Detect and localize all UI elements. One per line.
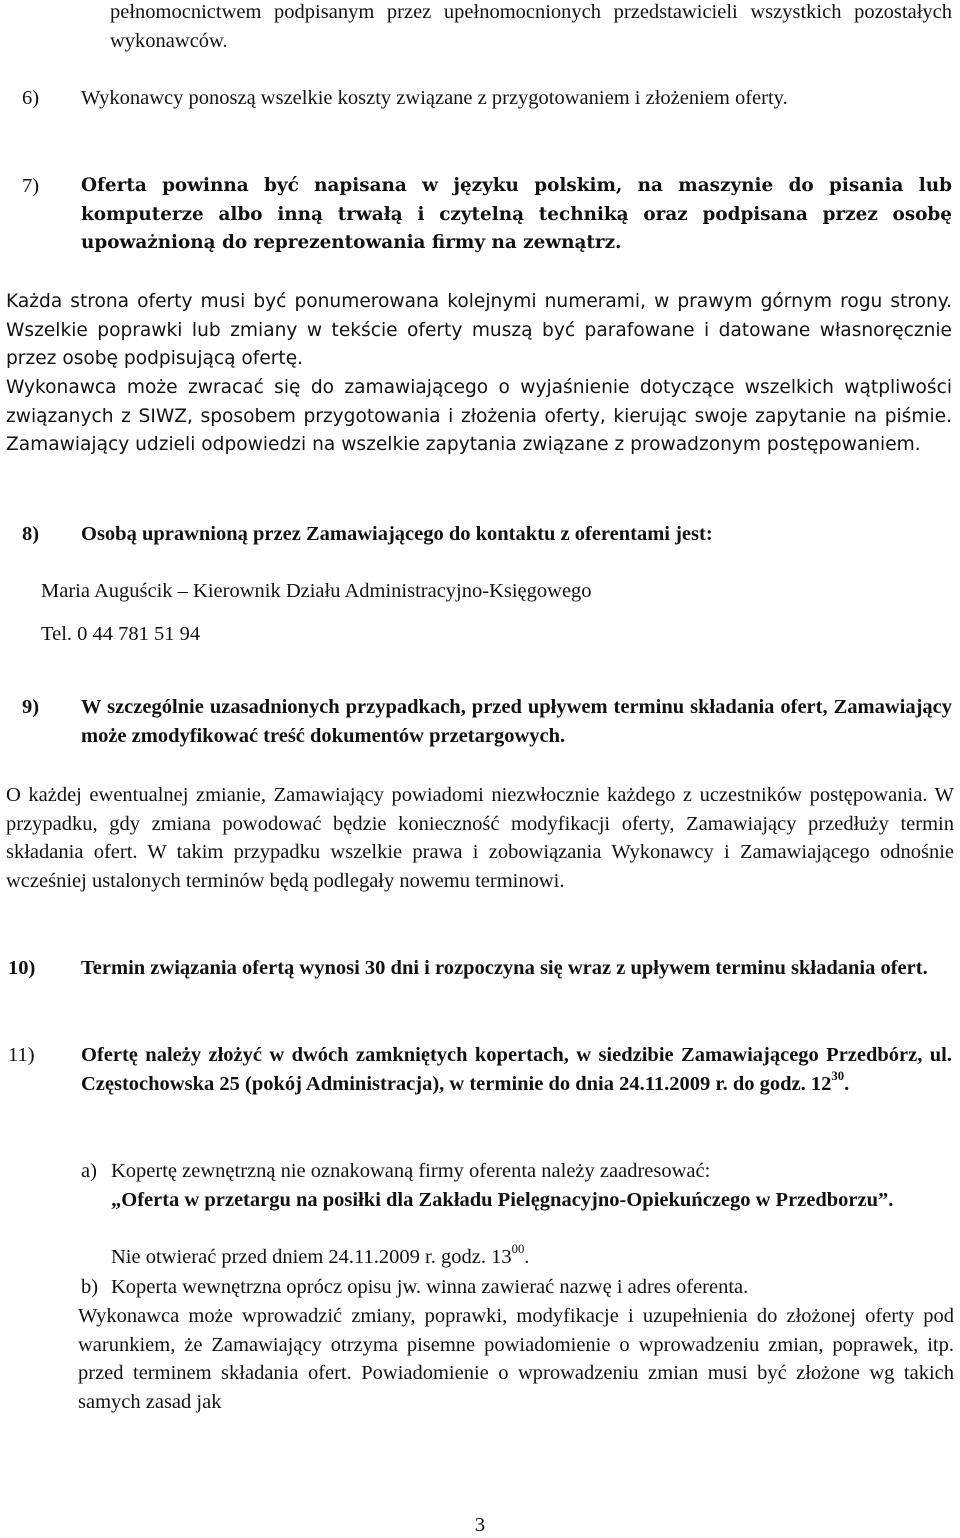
paragraph-page-numbering: Każda strona oferty musi być ponumerowana kolejnymi numerami, w prawym górnym rogu strony. Wszelkie poprawki lub zmiany w tekście oferty muszą być parafowane i datowane własnoręcznie przez osobę podpisującą ofertę. (6, 291, 952, 369)
sub-a-note: Nie otwierać przed dniem 24.11.2009 r. godz. $13^{00}$. (111, 1242, 530, 1268)
paragraph-continuation: pełnomocnictwem podpisanym przez upełnomocnionych przedstawicieli wszystkich pozostałych wykonawców. (110, 1, 952, 52)
item-10-number: 10) (8, 957, 36, 979)
item-6-text: Wykonawcy ponoszą wszelkie koszty związane z przygotowaniem i złożeniem oferty. (81, 87, 788, 109)
sub-a-address: „Oferta w przetargu na posiłki dla Zakładu Pielęgnacyjno-Opiekuńczego w Przedborzu”. (111, 1189, 894, 1211)
sub-b-label: b) (81, 1276, 99, 1298)
page-number: 3 (474, 1514, 486, 1536)
sub-b-text: Koperta wewnętrzna oprócz opisu jw. winna zawierać nazwę i adres oferenta. (111, 1276, 749, 1298)
item-7-number: 7) (22, 175, 40, 197)
sub-a-text: Kopertę zewnętrzną nie oznakowaną firmy oferenta należy zaadresować: (111, 1160, 711, 1182)
note-time-superscript: 00 (511, 1242, 525, 1257)
contact-phone: Tel. 0 44 781 51 94 (41, 623, 201, 645)
item-8-number: 8) (22, 523, 40, 545)
paragraph-changes: O każdej ewentualnej zmianie, Zamawiający powiadomi niezwłocznie każdego z uczestników postępowania. W przypadku, gdy zmiana powodować będzie konieczność modyfikacji oferty, Zamawiający przedłuży termin składania ofert. W takim przypadku wszelkie prawa i zobowiązania Wykonawcy i Zamawiającego odnośnie wcześniej ustalonych terminów będą podlegały nowemu terminowi. (6, 784, 954, 892)
item-9-number: 9) (22, 696, 40, 718)
item-11-number: 11) (8, 1044, 35, 1066)
item-6-number: 6) (22, 87, 40, 109)
item-9-text: W szczególnie uzasadnionych przypadkach, przed upływem terminu składania ofert, Zamawiający może zmodyfikować treść dokumentów przetargowych. (81, 696, 952, 747)
time-superscript: 30 (831, 1068, 845, 1083)
item-7-text: Oferta powinna być napisana w języku polskim, na maszynie do pisania lub komputerze albo inną trwałą i czytelną techniką oraz podpisana przez osobę upoważnioną do reprezentowania firmy na zewnątrz. (81, 175, 952, 253)
paragraph-modifications: Wykonawca może wprowadzić zmiany, poprawki, modyfikacje i uzupełnienia do złożonej oferty pod warunkiem, że Zamawiający otrzyma pisemne powiadomienie o wprowadzeniu zmian, poprawek, itp. przed terminem składania ofert. Powiadomienie o wprowadzeniu zmian musi być złożone wg takich samych zasad jak (78, 1305, 954, 1413)
item-8-text: Osobą uprawnioną przez Zamawiającego do kontaktu z oferentami jest: (81, 523, 713, 545)
contact-person: Maria Auguścik – Kierownik Działu Administracyjno-Księgowego (41, 580, 592, 602)
sub-a-label: a) (81, 1160, 97, 1182)
paragraph-questions: Wykonawca może zwracać się do zamawiającego o wyjaśnienie dotyczące wszelkich wątpliwości związanych z SIWZ, sposobem przygotowania i złożenia oferty, kierując swoje zapytanie na piśmie. Zamawiający udzieli odpowiedzi na wszelkie zapytania związane z prowadzonym postępowaniem. (6, 377, 952, 455)
item-11-text: Ofertę należy złożyć w dwóch zamkniętych kopertach, w siedzibie Zamawiającego Przedbórz, ul. Częstochowska 25 (pokój Administracja), w terminie do dnia 24.11.2009 r. do godz. $12^{30}$. (81, 1044, 952, 1095)
item-10-text: Termin związania ofertą wynosi 30 dni i rozpoczyna się wraz z upływem terminu składania ofert. (81, 957, 928, 979)
